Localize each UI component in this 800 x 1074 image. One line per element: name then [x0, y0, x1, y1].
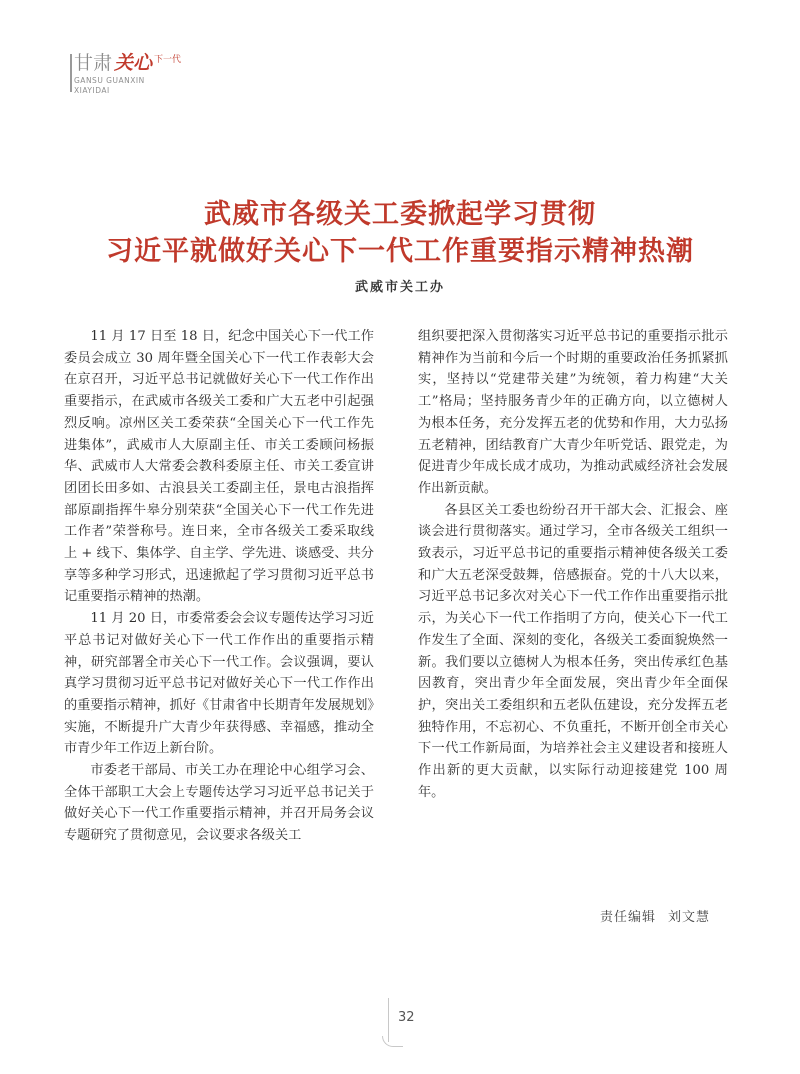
masthead-bar [70, 54, 72, 92]
article-title-line-2: 习近平就做好关心下一代工作重要指示精神热潮 [106, 236, 694, 267]
editor-name: 刘文慧 [668, 910, 711, 925]
article-author: 武威市关工办 [354, 280, 445, 295]
editor-label: 责任编辑 [600, 910, 657, 925]
masthead-wordmark [74, 48, 234, 75]
article-column-right [418, 326, 728, 803]
article-title-line-1: 武威市各级关工委掀起学习贯彻 [204, 199, 596, 230]
masthead-logo [74, 48, 234, 108]
footer-curve [382, 1036, 403, 1047]
masthead-name-gray: 甘肃 [74, 52, 113, 74]
masthead-pinyin-1: GANSU GUANXIN [74, 76, 145, 85]
masthead-name-small: 下一代 [154, 55, 182, 65]
body-paragraph: 各县区关工委也纷纷召开干部大会、汇报会、座谈会进行贯彻落实。通过学习，全市各级关工组织一致表示，习近平总书记的重要指示精神使各级关工委和广大五老深受鼓舞，倍感振奋。党的十八大以来，习近平总书记多次对关心下一代工作作出重要指示批示，为关心下一代工作指明了方向，使关心下一代工作发生了全面、深刻的变化，各级关工委面貌焕然一新。我们要以立德树人为根本任务，突出传承红色基因教育，突出青少年全面发展，突出青少年全面保护，突出关工委组织和五老队伍建设，充分发挥五老独特作用，不忘初心、不负重托，不断开创全市关心下一代工作新局面，为培养社会主义建设者和接班人作出新的更大贡献，以实际行动迎接建党 100 周年。 [418, 502, 728, 800]
masthead-pinyin-2: XIAYIDAI [74, 86, 110, 95]
body-paragraph: 11 月 17 日至 18 日，纪念中国关心下一代工作委员会成立 30 周年暨全国关心下一代工作表彰大会在京召开，习近平总书记就做好关心下一代工作作出重要指示，在武威市各级关工委和广大五老中引起强烈反响。凉州区关工委荣获“全国关心下一代工作先进集体”，武威市人大原副主任、市关工委顾问杨振华、武威市人大常委会教科委原主任、市关工委宣讲团团长田多如、古浪县关工委副主任，景电古浪指挥部原副指挥牛皋分别荣获“全国关心下一代工作先进工作者”荣誉称号。连日来，全市各级关工委采取线上 + 线下、集体学、自主学、学先进、谈感受、共分享等多种学习形式，迅速掀起了学习贯彻习近平总书记重要指示精神的热潮。 [64, 329, 374, 605]
body-paragraph: 市委老干部局、市关工办在理论中心组学习会、全体干部职工大会上专题传达学习习近平总书记关于做好关心下一代工作重要指示精神，并召开局务会议专题研究了贯彻意见，会议要求各级关工 [64, 763, 374, 844]
body-paragraph: 11 月 20 日，市委常委会会议专题传达学习习近平总书记对做好关心下一代工作作出的重要指示精神，研究部署全市关心下一代工作。会议强调，要认真学习贯彻习近平总书记对做好关心下一代工作作出的重要指示精神，抓好《甘肃省中长期青年发展规划》实施，不断提升广大青少年获得感、幸福感，推动全市青少年工作迈上新台阶。 [64, 611, 374, 757]
body-paragraph-continued: 组织要把深入贯彻落实习近平总书记的重要指示批示精神作为当前和今后一个时期的重要政治任务抓紧抓实，坚持以“党建带关建”为统领，着力构建“大关工”格局；坚持服务青少年的正确方向，以立德树人为根本任务，充分发挥五老的优势和作用，大力弘扬五老精神，团结教育广大青少年听党话、跟党走，为促进青少年成长成才成功，为推动武威经济社会发展作出新贡献。 [418, 329, 728, 496]
editor-credit [600, 906, 710, 925]
masthead-name-red: 关心 [114, 52, 153, 74]
article-column-left [64, 326, 374, 847]
page-number: 32 [398, 1010, 415, 1025]
